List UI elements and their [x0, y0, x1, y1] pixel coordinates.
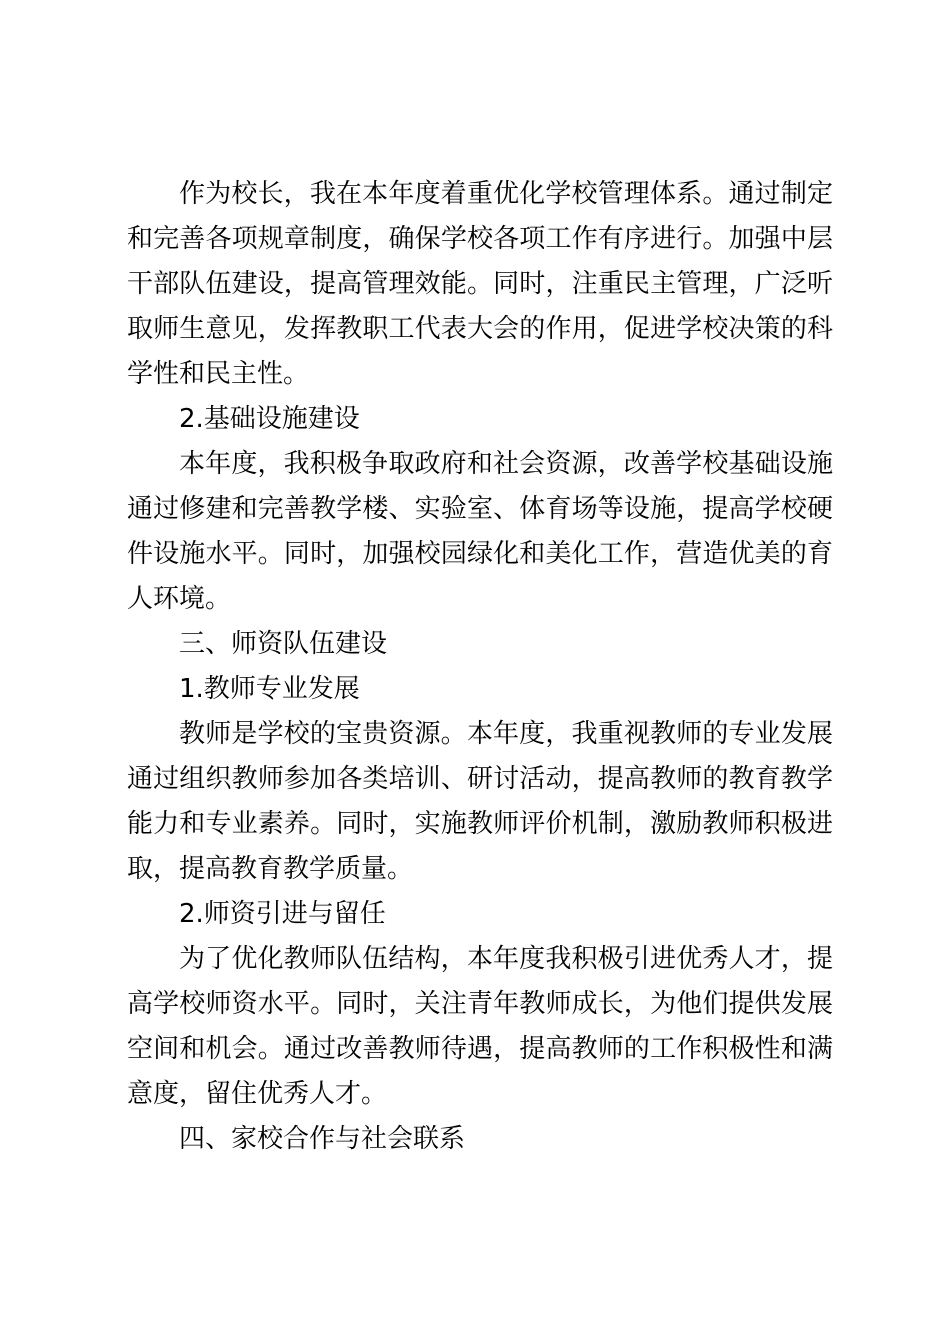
heading-teacher-team: 三、师资队伍建设: [179, 629, 388, 659]
heading-teacher-development: 1.教师专业发展: [179, 674, 360, 704]
document-body: [127, 172, 833, 1162]
paragraph-infrastructure: 本年度，我积极争取政府和社会资源，改善学校基础设施通过修建和完善教学楼、实验室、体育场等设施，提高学校硬件设施水平。同时，加强校园绿化和美化工作，营造优美的育人环境。: [127, 449, 833, 614]
heading-infrastructure: 2.基础设施建设: [179, 404, 360, 434]
paragraph-management: 作为校长，我在本年度着重优化学校管理体系。通过制定和完善各项规章制度，确保学校各项工作有序进行。加强中层干部队伍建设，提高管理效能。同时，注重民主管理，广泛听取师生意见，发挥教职工代表大会的作用，促进学校决策的科学性和民主性。: [127, 179, 833, 389]
paragraph-talent-retention: 为了优化教师队伍结构，本年度我积极引进优秀人才，提高学校师资水平。同时，关注青年教师成长，为他们提供发展空间和机会。通过改善教师待遇，提高教师的工作积极性和满意度，留住优秀人才。: [127, 944, 833, 1109]
heading-home-school-cooperation: 四、家校合作与社会联系: [179, 1124, 466, 1154]
heading-talent-retention: 2.师资引进与留任: [179, 899, 386, 929]
paragraph-teacher-development: 教师是学校的宝贵资源。本年度，我重视教师的专业发展通过组织教师参加各类培训、研讨活动，提高教师的教育教学能力和专业素养。同时，实施教师评价机制，激励教师积极进取，提高教育教学质量。: [127, 719, 833, 884]
